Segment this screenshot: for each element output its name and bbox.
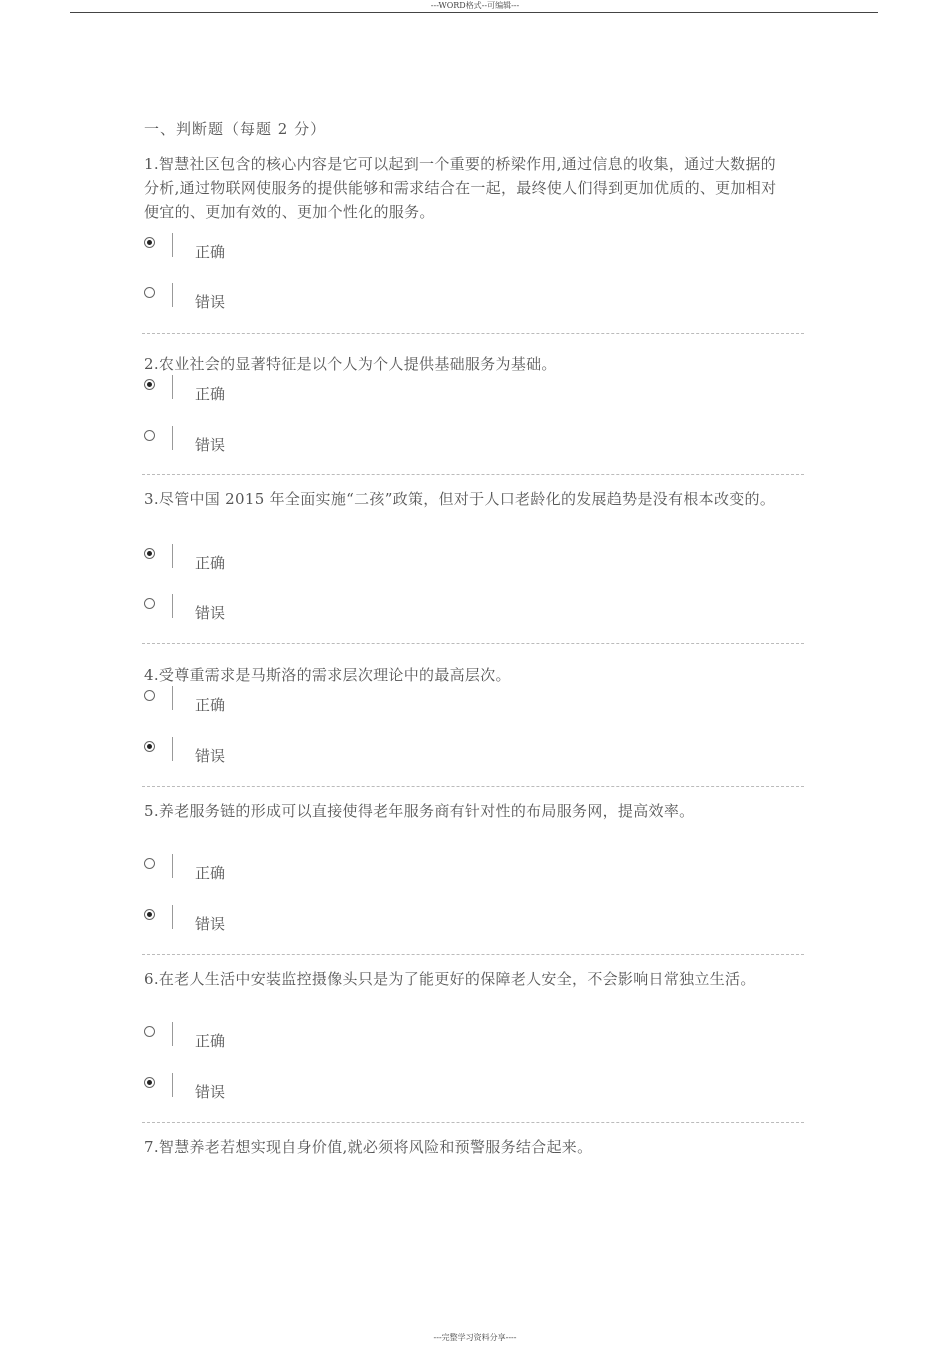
radio-selected-icon[interactable] [144, 741, 155, 752]
divider [172, 426, 173, 450]
divider [172, 283, 173, 307]
question-3-text: 3.尽管中国 2015 年全面实施“二孩”政策，但对于人口老龄化的发展趋势是没有根本改变的。 [144, 490, 776, 508]
question-4-option-false[interactable] [144, 741, 344, 771]
question-7-text: 7.智慧养老若想实现自身价值,就必须将风险和预警服务结合起来。 [144, 1138, 593, 1156]
radio-selected-icon[interactable] [144, 548, 155, 559]
radio-selected-icon[interactable] [144, 237, 155, 248]
option-label: 错误 [195, 604, 226, 622]
question-5-option-false[interactable] [144, 909, 344, 939]
option-label: 错误 [195, 915, 226, 933]
question-2-text: 2.农业社会的显著特征是以个人为个人提供基础服务为基础。 [144, 355, 557, 373]
question-4-text: 4.受尊重需求是马斯洛的需求层次理论中的最高层次。 [144, 666, 511, 684]
divider [172, 737, 173, 761]
question-separator [142, 786, 804, 787]
question-4-option-true[interactable] [144, 690, 344, 720]
question-1-text: 1.智慧社区包含的核心内容是它可以起到一个重要的桥梁作用,通过信息的收集，通过大数据的分析,通过物联网使服务的提供能够和需求结合在一起，最终使人们得到更加优质的、更加相对便宜的、更加有效的、更加个性化的服务。 [144, 155, 777, 221]
divider [172, 233, 173, 257]
question-separator [142, 474, 804, 475]
question-separator [142, 1122, 804, 1123]
radio-unselected-icon[interactable] [144, 430, 155, 441]
option-label: 错误 [195, 1083, 226, 1101]
radio-unselected-icon[interactable] [144, 598, 155, 609]
option-label: 错误 [195, 436, 226, 454]
question-separator [142, 643, 804, 644]
question-1-option-false[interactable] [144, 287, 344, 317]
option-label: 正确 [195, 696, 226, 714]
option-label: 正确 [195, 243, 226, 261]
section-title: 一、判断题（每题 2 分） [144, 120, 327, 138]
option-label: 错误 [195, 293, 226, 311]
divider [172, 544, 173, 568]
option-label: 正确 [195, 1032, 226, 1050]
radio-unselected-icon[interactable] [144, 858, 155, 869]
radio-unselected-icon[interactable] [144, 690, 155, 701]
page-header: ---WORD格式--可编辑--- [430, 1, 520, 10]
radio-unselected-icon[interactable] [144, 1026, 155, 1037]
option-label: 错误 [195, 747, 226, 765]
divider [172, 686, 173, 710]
question-3-option-false[interactable] [144, 598, 344, 628]
question-6-option-false[interactable] [144, 1077, 344, 1107]
divider [172, 594, 173, 618]
question-5-option-true[interactable] [144, 858, 344, 888]
question-1-option-true[interactable] [144, 237, 344, 267]
question-separator [142, 954, 804, 955]
question-2-option-false[interactable] [144, 430, 344, 460]
radio-unselected-icon[interactable] [144, 287, 155, 298]
divider [172, 375, 173, 399]
question-2-option-true[interactable] [144, 379, 344, 409]
question-separator [142, 333, 804, 334]
radio-selected-icon[interactable] [144, 379, 155, 390]
option-label: 正确 [195, 554, 226, 572]
option-label: 正确 [195, 864, 226, 882]
page-footer: ---完整学习资料分享---- [433, 1333, 517, 1342]
divider [172, 1022, 173, 1046]
divider [172, 905, 173, 929]
question-3-option-true[interactable] [144, 548, 344, 578]
question-5-text: 5.养老服务链的形成可以直接使得老年服务商有针对性的布局服务网，提高效率。 [144, 802, 695, 820]
question-6-text: 6.在老人生活中安装监控摄像头只是为了能更好的保障老人安全，不会影响日常独立生活。 [144, 970, 756, 988]
header-rule [70, 12, 878, 13]
option-label: 正确 [195, 385, 226, 403]
radio-selected-icon[interactable] [144, 1077, 155, 1088]
divider [172, 854, 173, 878]
divider [172, 1073, 173, 1097]
radio-selected-icon[interactable] [144, 909, 155, 920]
question-6-option-true[interactable] [144, 1026, 344, 1056]
